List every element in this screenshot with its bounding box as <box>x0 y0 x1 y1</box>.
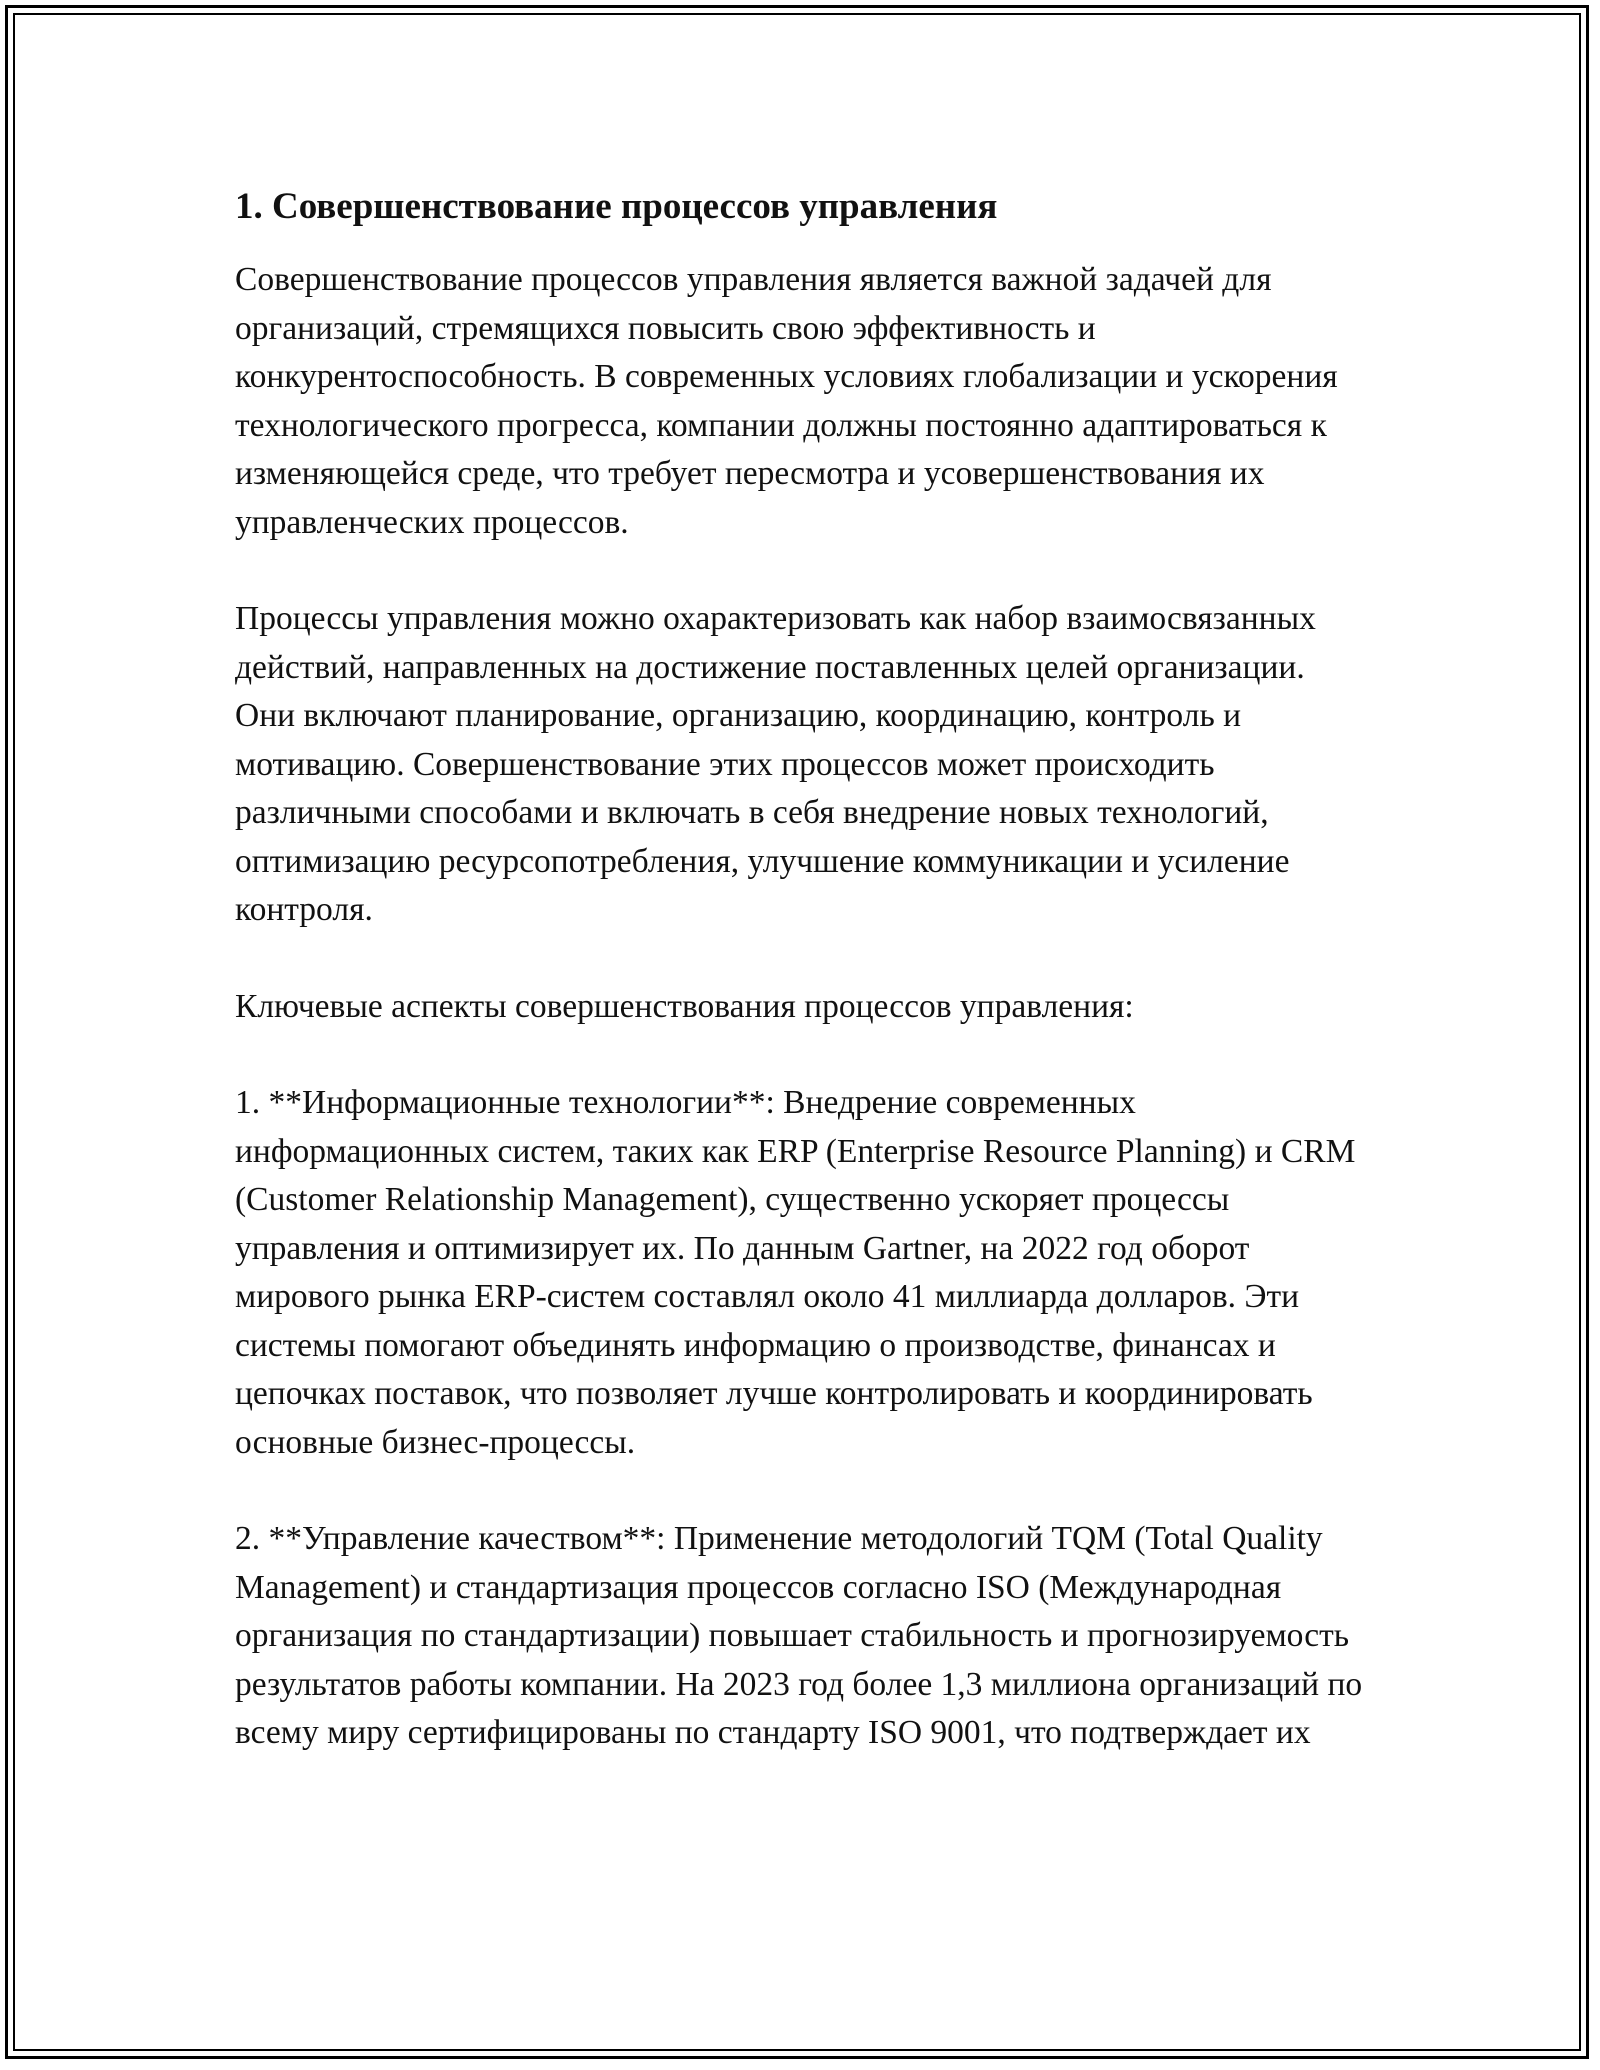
paragraph-gap <box>235 547 1365 595</box>
paragraph-gap <box>235 1031 1365 1079</box>
list-item-quality: 2. **Управление качеством**: Применение методологий TQM (Total Quality Management) и стандартизация процессов согласно ISO (Международная организация по стандартизации) повышает стабильность и прогнозируемость результатов работы компании. На 2023 год более 1,3 миллиона организаций по всему миру сертифицированы по стандарту ISO 9001, что подтверждает их <box>235 1520 1363 1751</box>
paragraph-key-aspects: Ключевые аспекты совершенствования процессов управления: <box>235 987 1134 1025</box>
paragraph-gap <box>235 935 1365 983</box>
paragraph-intro: Совершенствование процессов управления является важной задачей для организаций, стремящихся повысить свою эффективность и конкурентоспособность. В современных условиях глобализации и ускорения технологического прогресса, компании должны постоянно адаптироваться к изменяющейся среде, что требует пересмотра и усовершенствования их управленческих процессов. <box>235 261 1338 541</box>
list-item-it: 1. **Информационные технологии**: Внедрение современных информационных систем, таких как ERP (Enterprise Resource Planning) и CRM (Customer Relationship Management), существенно ускоряет процессы управления и оптимизирует их. По данным Gartner, на 2022 год оборот мирового рынка ERP-систем составлял около 41 миллиарда долларов. Эти системы помогают объединять информацию о производстве, финансах и цепочках поставок, что позволяет лучше контролировать и координировать основные бизнес-процессы. <box>235 1084 1356 1461</box>
section-heading: 1. Совершенствование процессов управления <box>235 186 998 227</box>
paragraph-gap <box>235 1467 1365 1515</box>
document-body <box>235 182 1365 1758</box>
paragraph-processes: Процессы управления можно охарактеризовать как набор взаимосвязанных действий, направленных на достижение поставленных целей организации. Они включают планирование, организацию, координацию, контроль и мотивацию. Совершенствование этих процессов может происходить различными способами и включать в себя внедрение новых технологий, оптимизацию ресурсопотребления, улучшение коммуникации и усиление контроля. <box>235 600 1316 928</box>
